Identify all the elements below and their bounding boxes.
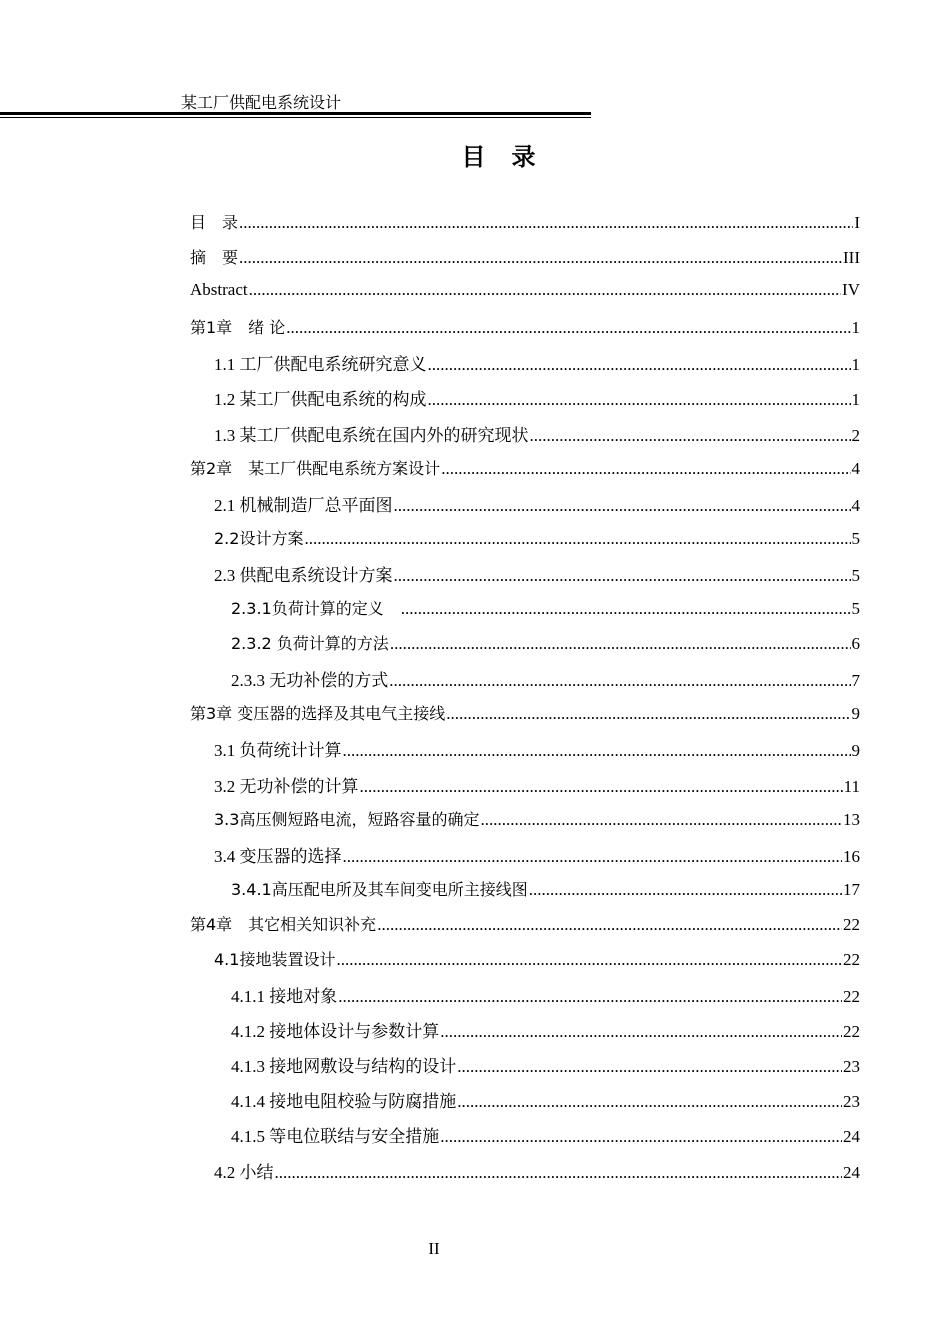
toc-entry[interactable] xyxy=(190,1017,860,1052)
toc-entry[interactable] xyxy=(190,526,860,561)
toc-leader-dots xyxy=(377,915,842,935)
toc-entry-page: 17 xyxy=(843,879,860,899)
toc-leader-dots xyxy=(480,810,842,830)
toc-entry-label: 4.1接地装置设计 xyxy=(214,949,336,969)
toc-leader-dots xyxy=(390,634,851,654)
toc-leader-dots xyxy=(389,671,850,691)
toc-leader-dots xyxy=(338,987,842,1007)
toc-entry[interactable] xyxy=(190,842,860,877)
toc-leader-dots xyxy=(457,1057,842,1077)
toc-entry-label: 4.2 小结 xyxy=(214,1162,274,1182)
toc-entry-label: 2.3.2 负荷计算的方法 xyxy=(231,634,389,654)
header-rule-thick xyxy=(0,112,591,115)
toc-entry[interactable] xyxy=(190,280,860,315)
toc-entry[interactable] xyxy=(190,701,860,736)
toc-leader-dots xyxy=(343,741,851,761)
toc-entry-page: 23 xyxy=(843,1057,860,1077)
header-title: 某工厂供配电系统设计 xyxy=(181,93,342,112)
toc-leader-dots xyxy=(394,566,851,586)
toc-entry-label: 第4章 其它相关知识补充 xyxy=(190,914,377,934)
toc-entry[interactable] xyxy=(190,315,860,350)
toc-entry[interactable] xyxy=(190,350,860,385)
toc-leader-dots xyxy=(441,459,850,479)
toc-entry-page: 4 xyxy=(851,458,860,478)
toc-entry-page: III xyxy=(843,248,860,268)
toc-entry-page: 22 xyxy=(843,1022,860,1042)
toc-entry[interactable] xyxy=(190,1087,860,1122)
toc-entry-label: 3.2 无功补偿的计算 xyxy=(214,776,359,796)
toc-leader-dots xyxy=(343,847,843,867)
toc-entry-label: 2.2设计方案 xyxy=(214,528,304,548)
toc-entry-page: 9 xyxy=(851,704,860,724)
toc-entry-page: 5 xyxy=(851,565,860,585)
toc-entry[interactable] xyxy=(190,1052,860,1087)
toc-leader-dots xyxy=(360,777,843,797)
toc-entry[interactable] xyxy=(190,1158,860,1193)
toc-leader-dots xyxy=(428,390,851,410)
toc-entry-page: 5 xyxy=(851,599,860,619)
toc-entry-page: 22 xyxy=(843,949,860,969)
toc-entry-page: 6 xyxy=(851,634,860,654)
toc-entry-page: I xyxy=(854,213,860,232)
toc-entry[interactable] xyxy=(190,385,860,420)
toc-leader-dots xyxy=(529,880,842,900)
toc-entry-label: 2.3 供配电系统设计方案 xyxy=(214,565,393,585)
toc-entry[interactable] xyxy=(190,877,860,912)
page-number: II xyxy=(428,1239,440,1258)
toc-entry[interactable] xyxy=(190,807,860,842)
toc-entry-label: 第3章 变压器的选择及其电气主接线 xyxy=(190,704,446,724)
toc-entry-label: 3.3高压侧短路电流，短路容量的确定 xyxy=(214,809,480,829)
toc-entry-page: 16 xyxy=(843,846,860,866)
toc-entry-page: 22 xyxy=(843,987,860,1007)
toc-entry-page: 11 xyxy=(843,776,860,796)
toc-entry-label: 1.2 某工厂供配电系统的构成 xyxy=(214,390,427,410)
toc-entry[interactable] xyxy=(190,245,860,280)
toc-entry-label: 4.1.2 接地体设计与参数计算 xyxy=(231,1022,440,1042)
toc-entry-page: 5 xyxy=(851,528,860,548)
toc-entry-page: 1 xyxy=(851,318,860,338)
toc-entry[interactable] xyxy=(190,631,860,666)
toc-entry-label: 目 录 xyxy=(190,213,239,232)
toc-entry-page: 9 xyxy=(851,741,860,761)
toc-leader-dots xyxy=(249,280,841,300)
toc-entry[interactable] xyxy=(190,210,860,245)
toc-entry-label: 3.4 变压器的选择 xyxy=(214,846,342,866)
toc-leader-dots xyxy=(440,1022,842,1042)
toc-leader-dots xyxy=(446,704,850,724)
toc-entry-label: 3.1 负荷统计计算 xyxy=(214,741,342,761)
toc-entry[interactable] xyxy=(190,912,860,947)
toc-entry-label: 4.1.3 接地网敷设与结构的设计 xyxy=(231,1057,457,1077)
toc-entry[interactable] xyxy=(190,772,860,807)
toc-leader-dots xyxy=(440,1127,842,1147)
toc-entry[interactable] xyxy=(190,456,860,491)
toc-entry[interactable] xyxy=(190,491,860,526)
toc-entry-label: 第2章 某工厂供配电系统方案设计 xyxy=(190,458,441,478)
toc-entry[interactable] xyxy=(190,982,860,1017)
toc-leader-dots xyxy=(336,950,842,970)
toc-entry-page: 7 xyxy=(851,671,860,691)
toc-leader-dots xyxy=(239,248,842,268)
toc-entry[interactable] xyxy=(190,736,860,771)
toc-entry-page: 24 xyxy=(843,1162,860,1182)
toc-entry-page: IV xyxy=(842,280,860,300)
toc-leader-dots xyxy=(275,1163,843,1183)
table-of-contents xyxy=(190,210,860,1193)
toc-leader-dots xyxy=(401,599,851,619)
toc-entry-page: 13 xyxy=(843,809,860,829)
toc-entry-label: 1.1 工厂供配电系统研究意义 xyxy=(214,355,427,375)
toc-entry-label: 4.1.1 接地对象 xyxy=(231,987,338,1007)
toc-heading: 目 录 xyxy=(461,143,537,171)
toc-entry-label: 4.1.5 等电位联结与安全措施 xyxy=(231,1127,440,1147)
toc-entry-label: 2.3.1负荷计算的定义 xyxy=(231,599,400,619)
toc-leader-dots xyxy=(239,213,853,233)
toc-leader-dots xyxy=(286,318,850,338)
toc-entry[interactable] xyxy=(190,561,860,596)
toc-entry-label: 1.3 某工厂供配电系统在国内外的研究现状 xyxy=(214,425,529,445)
toc-leader-dots xyxy=(394,496,851,516)
toc-entry[interactable] xyxy=(190,596,860,631)
toc-leader-dots xyxy=(530,426,851,446)
toc-entry-page: 1 xyxy=(851,355,860,375)
toc-entry-page: 22 xyxy=(843,914,860,934)
toc-entry[interactable] xyxy=(190,666,860,701)
toc-entry[interactable] xyxy=(190,1122,860,1157)
toc-entry-label: 第1章 绪 论 xyxy=(190,318,286,338)
toc-entry-label: 摘 要 xyxy=(190,248,239,268)
header-rule-thin xyxy=(0,117,591,118)
toc-entry-page: 23 xyxy=(843,1092,860,1112)
toc-leader-dots xyxy=(457,1092,842,1112)
toc-leader-dots xyxy=(428,355,851,375)
toc-entry-page: 2 xyxy=(851,425,860,445)
toc-entry-page: 24 xyxy=(843,1127,860,1147)
toc-entry-label: Abstract xyxy=(190,280,248,300)
toc-leader-dots xyxy=(304,529,850,549)
toc-entry-page: 1 xyxy=(851,390,860,410)
toc-entry-page: 4 xyxy=(851,495,860,515)
toc-entry[interactable] xyxy=(190,947,860,982)
toc-entry[interactable] xyxy=(190,421,860,456)
toc-entry-label: 4.1.4 接地电阻校验与防腐措施 xyxy=(231,1092,457,1112)
toc-entry-label: 2.1 机械制造厂总平面图 xyxy=(214,495,393,515)
toc-entry-label: 3.4.1高压配电所及其车间变电所主接线图 xyxy=(231,879,528,899)
toc-entry-label: 2.3.3 无功补偿的方式 xyxy=(231,671,389,691)
